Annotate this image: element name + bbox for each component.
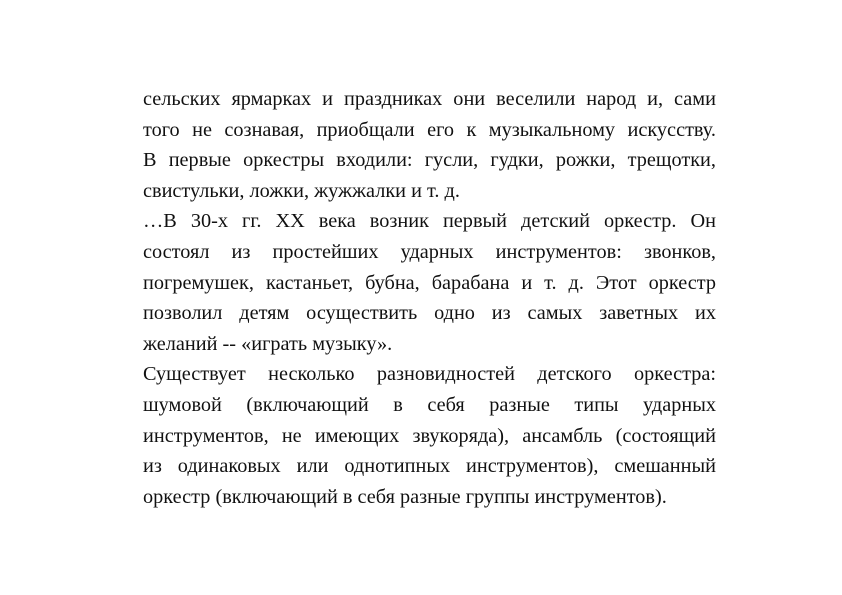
- text-line: оркестр (включающий в себя разные группы инструментов).: [143, 485, 667, 508]
- text-line: В первые оркестры входили: гусли, гудки, рожки, трещотки,: [143, 149, 716, 172]
- body-text: [143, 84, 716, 512]
- text-line: шумовой (включающий в себя разные типы ударных: [143, 393, 716, 416]
- text-line: Существует несколько разновидностей детского оркестра:: [143, 363, 716, 386]
- text-line: позволил детям осуществить одно из самых заветных их: [143, 302, 716, 325]
- text-line: сельских ярмарках и праздниках они веселили народ и, сами: [143, 88, 716, 110]
- text-line: свистульки, ложки, жужжалки и т. д.: [143, 179, 460, 202]
- text-line: …В 30-х гг. XX века возник первый детский оркестр. Он: [143, 210, 716, 233]
- text-line: из одинаковых или однотипных инструментов), смешанный: [143, 455, 716, 478]
- text-line: того не сознавая, приобщали его к музыкальному искусству.: [143, 118, 716, 141]
- text-line: погремушек, кастаньет, бубна, барабана и т. д. Этот оркестр: [143, 271, 716, 294]
- text-line: состоял из простейших ударных инструментов: звонков,: [143, 240, 716, 263]
- text-line: желаний -- «играть музыку».: [143, 332, 393, 355]
- text-line: инструментов, не имеющих звукоряда), ансамбль (состоящий: [143, 424, 716, 447]
